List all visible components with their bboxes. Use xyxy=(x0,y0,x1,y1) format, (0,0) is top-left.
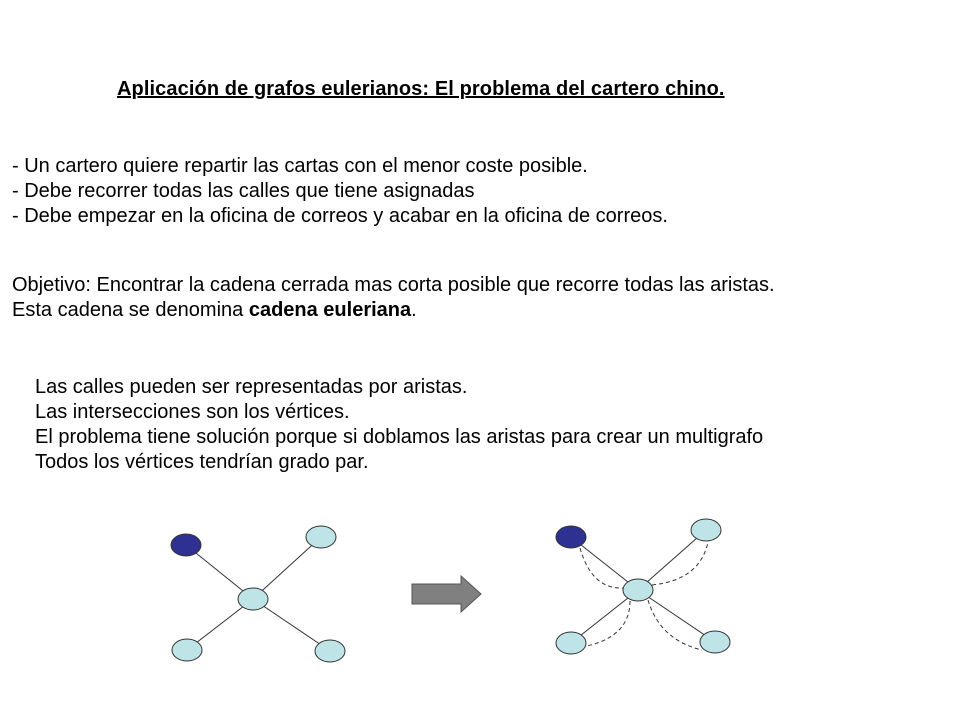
note-intersections-vertices: Las intersecciones son los vértices. xyxy=(35,401,350,423)
vertex-bottom-right xyxy=(315,640,345,662)
original-graph xyxy=(171,526,345,662)
page-title: Aplicación de grafos eulerianos: El problema del cartero chino. xyxy=(117,78,725,100)
start-vertex xyxy=(171,534,201,556)
mg-center-vertex xyxy=(623,579,653,601)
euler-chain-term: cadena euleriana xyxy=(248,299,412,321)
note-even-degree: Todos los vértices tendrían grado par. xyxy=(35,451,369,473)
mg-vertex-bottom-left xyxy=(556,632,586,654)
center-vertex xyxy=(238,588,268,610)
mg-edge-center-bottom-right xyxy=(638,590,715,642)
bullet-streets: - Debe recorrer todas las calles que tiene asignadas xyxy=(12,180,475,202)
note-double-edges: El problema tiene solución porque si doblamos las aristas para crear un multigrafo xyxy=(35,426,764,448)
euler-chain-suffix: . xyxy=(411,299,417,321)
mg-double-edge-bottom-left xyxy=(582,601,630,647)
mg-vertex-bottom-right xyxy=(700,631,730,653)
objective-line: Objetivo: Encontrar la cadena cerrada mas corta posible que recorre todas las aristas. xyxy=(12,274,775,296)
mg-double-edge-top-right xyxy=(652,542,708,585)
transform-arrow xyxy=(412,576,481,612)
mg-double-edge-bottom-right xyxy=(648,600,702,650)
bullet-cost: - Un cartero quiere repartir las cartas con el menor coste posible. xyxy=(12,155,588,177)
mg-edge-center-top-right xyxy=(638,530,706,590)
edge-center-bottom-right xyxy=(253,599,330,651)
edge-center-top-right xyxy=(253,537,321,599)
vertex-top-right xyxy=(306,526,336,548)
euler-chain-prefix: Esta cadena se denomina xyxy=(12,299,249,321)
mg-vertex-top-right xyxy=(691,519,721,541)
mg-start-vertex xyxy=(556,526,586,548)
mg-double-edge-top-left xyxy=(580,548,624,588)
vertex-bottom-left xyxy=(172,639,202,661)
note-streets-edges: Las calles pueden ser representadas por aristas. xyxy=(35,376,468,398)
multigraph xyxy=(556,519,730,654)
bullet-post-office: - Debe empezar en la oficina de correos y acabar en la oficina de correos. xyxy=(12,205,668,227)
